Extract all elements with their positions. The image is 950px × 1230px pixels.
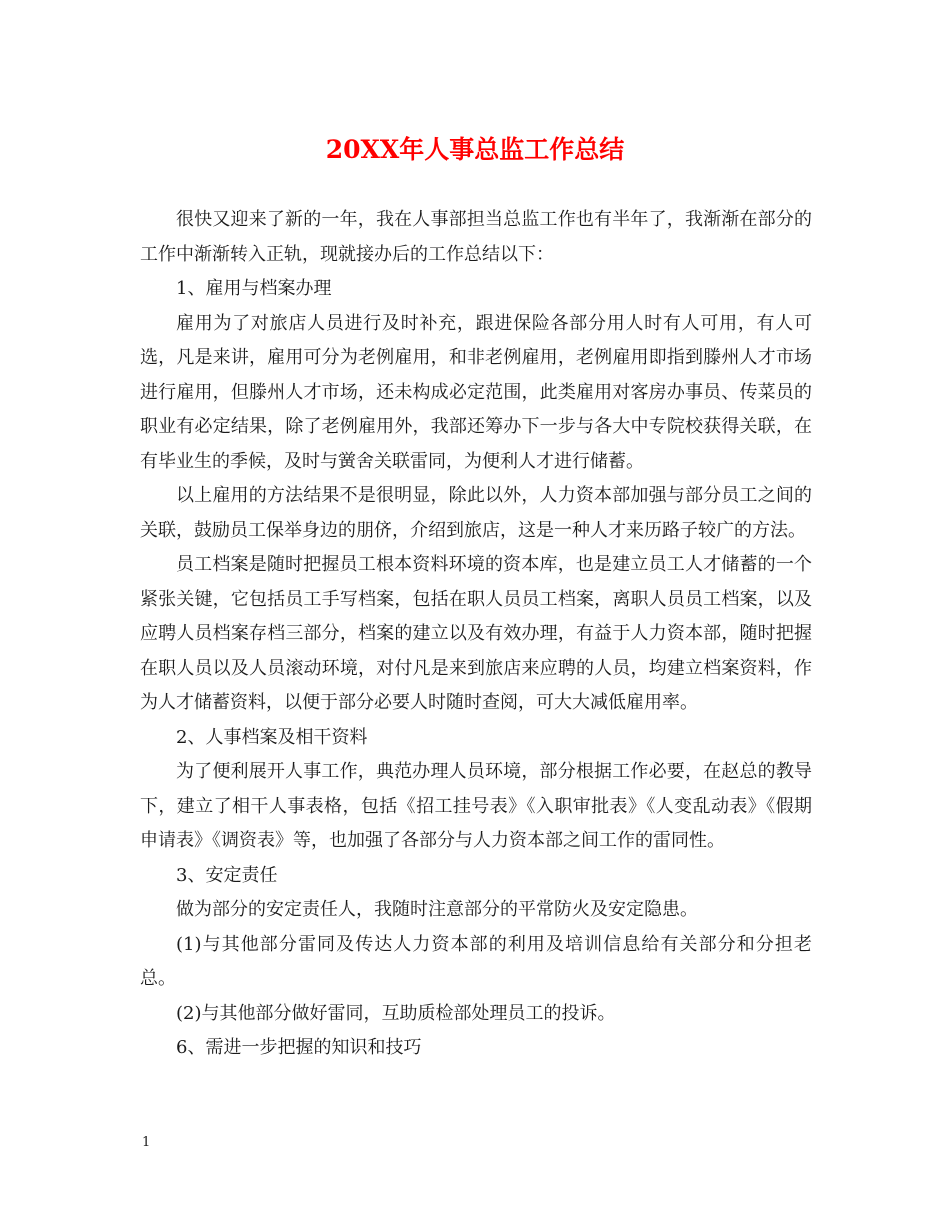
paragraph: 以上雇用的方法结果不是很明显，除此以外，人力资本部加强与部分员工之间的关联，鼓励员工保举身边的朋侪，介绍到旅店，这是一种人才来历路子较广的方法。: [140, 485, 812, 541]
section-heading-1: 1、雇用与档案办理: [176, 278, 332, 299]
list-item: (2)与其他部分做好雷同，互助质检部处理员工的投诉。: [176, 1002, 616, 1024]
section-heading-6: 6、需进一步把握的知识和技巧: [176, 1037, 422, 1058]
paragraph: 雇用为了对旅店人员进行及时补充，跟进保险各部分用人时有人可用，有人可选，凡是来讲，雇用可分为老例雇用，和非老例雇用，老例雇用即指到滕州人才市场进行雇用，但滕州人才市场，还未构成必定范围，此类雇用对客房办事员、传菜员的职业有必定结果，除了老例雇用外，我部还筹办下一步与各大中专院校获得关联，在有毕业生的季候，及时与黉舍关联雷同，为便利人才进行储蓄。: [140, 312, 812, 472]
page-number: 1: [142, 1135, 151, 1150]
section-heading-3: 3、安定责任: [176, 864, 278, 886]
list-item: (1)与其他部分雷同及传达人力资本部的利用及培训信息给有关部分和分担老总。: [140, 933, 812, 989]
section-heading-2: 2、人事档案及相干资料: [176, 726, 368, 748]
document-body: [140, 203, 812, 1066]
paragraph-intro: 很快又迎来了新的一年，我在人事部担当总监工作也有半年了，我渐渐在部分的工作中渐渐转入正轨，现就接办后的工作总结以下：: [140, 209, 812, 265]
paragraph: 员工档案是随时把握员工根本资料环境的资本库，也是建立员工人才储蓄的一个紧张关键，它包括员工手写档案，包括在职人员员工档案，离职人员员工档案，以及应聘人员档案存档三部分，档案的建立以及有效办理，有益于人力资本部，随时把握在职人员以及人员滚动环境，对付凡是来到旅店来应聘的人员，均建立档案资料，作为人才储蓄资料，以便于部分必要人时随时查阅，可大大减低雇用率。: [140, 554, 812, 713]
paragraph: 做为部分的安定责任人，我随时注意部分的平常防火及安定隐患。: [176, 899, 698, 920]
document-title: 20XX年人事总监工作总结: [325, 135, 625, 164]
paragraph: 为了便利展开人事工作，典范办理人员环境，部分根据工作必要，在赵总的教导下，建立了相干人事表格，包括《招工挂号表》《入职审批表》《人变乱动表》《假期申请表》《调资表》等，也加强了各部分与人力资本部之间工作的雷同性。: [140, 761, 812, 851]
